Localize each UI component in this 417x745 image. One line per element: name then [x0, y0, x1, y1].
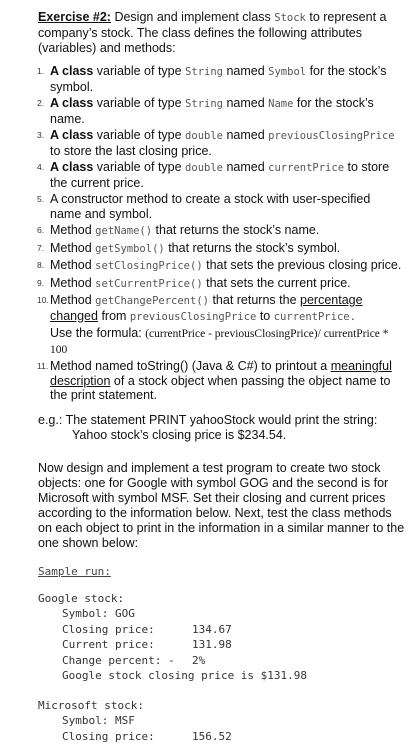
microsoft-closing-value: 156.52	[192, 730, 232, 743]
list-item-text: class	[62, 96, 93, 110]
list-item-text: percentage changed	[50, 293, 363, 323]
list-item-text: A	[50, 96, 62, 110]
list-item-text: class	[62, 128, 93, 142]
google-closing-value: 134.67	[192, 623, 232, 636]
list-item-text: currentPrice.	[274, 311, 356, 323]
list-item-text: named	[223, 64, 268, 78]
google-header: Google stock:	[38, 592, 405, 608]
microsoft-header: Microsoft stock:	[38, 699, 405, 715]
google-output	[38, 592, 405, 685]
list-item-text: from	[98, 309, 130, 323]
instructions-paragraph: Now design and implement a test program to create two stock objects: one for Google with symbol GOG and the second is for Microsoft with symbol MSF. Set their closing and current prices according to the information below. Next, test the class methods on each object to print in the information in a similar manner to the one shown below:	[38, 461, 405, 551]
microsoft-symbol: Symbol: MSF	[38, 714, 405, 730]
list-item-number: 1.	[37, 64, 44, 79]
class-name: Stock	[274, 12, 306, 24]
list-item	[38, 293, 405, 357]
list-item-text: getChangePercent()	[95, 295, 209, 307]
list-item-text: named	[223, 128, 268, 142]
google-current-value: 131.98	[192, 638, 232, 651]
list-item-text: named	[223, 96, 268, 110]
list-item-text: class	[62, 160, 93, 174]
example-line-1: e.g.: The statement PRINT yahooStock would print the string:	[38, 413, 405, 428]
list-item-text: to	[256, 309, 273, 323]
list-item	[38, 223, 405, 239]
intro-text-1: Design and implement class	[111, 10, 274, 24]
google-change-value: 2%	[192, 654, 205, 667]
list-item	[38, 258, 405, 274]
list-item-number: 3.	[37, 128, 44, 143]
list-item-text: of a stock object when passing the object name to the print statement.	[50, 374, 390, 403]
example-block	[38, 413, 405, 443]
google-current-row	[38, 638, 405, 654]
microsoft-output	[38, 699, 405, 745]
google-change-row	[38, 654, 405, 670]
list-item-text: setCurrentPrice()	[95, 278, 202, 290]
list-item-text: Method	[50, 223, 95, 237]
list-item-text: Method	[50, 258, 95, 272]
list-item-text: for the stock’s name.	[50, 96, 374, 126]
intro-text-2: to represent a company’s stock. The class defines the following attributes (variables) and methods:	[38, 10, 386, 55]
formula-label: Use the formula:	[50, 326, 145, 340]
google-change-label: Change percent: -	[62, 654, 192, 667]
sample-run-title: Sample run:	[38, 565, 405, 578]
exercise-intro	[38, 10, 405, 56]
list-item-text: setClosingPrice()	[95, 260, 202, 272]
list-item-text: that sets the previous closing price.	[203, 258, 402, 272]
list-item	[38, 359, 405, 403]
example-line-2: Yahoo stock’s closing price is $234.54.	[38, 428, 405, 443]
list-item	[38, 241, 405, 257]
google-current-label: Current price:	[62, 638, 192, 651]
requirements-list	[38, 64, 405, 403]
google-closing-label: Closing price:	[62, 623, 192, 636]
microsoft-closing-row	[38, 730, 405, 745]
list-item-text: String	[185, 98, 223, 110]
list-item-number: 10.	[37, 293, 49, 308]
list-item-text: A	[50, 64, 62, 78]
list-item-text: class	[62, 64, 93, 78]
list-item-number: 4.	[37, 160, 44, 175]
list-item-text: variable of type	[93, 96, 185, 110]
list-item-text: Method named toString() (Java & C#) to printout a	[50, 359, 331, 373]
list-item-number: 11.	[37, 359, 48, 374]
list-item	[38, 128, 405, 158]
google-closing-row	[38, 623, 405, 639]
list-item-number: 7.	[37, 241, 44, 256]
list-item-text: A	[50, 160, 62, 174]
list-item-text: for the stock’s symbol.	[50, 64, 386, 94]
list-item-number: 6.	[37, 223, 44, 238]
formula-text: (currentPrice - previousClosingPrice)/ currentPrice * 100	[50, 328, 389, 356]
list-item-text: previousClosingPrice	[130, 311, 256, 323]
list-item-text: A constructor method to create a stock with user-specified name and symbol.	[50, 192, 370, 221]
list-item-text: variable of type	[93, 160, 185, 174]
list-item-text: that returns the	[209, 293, 300, 307]
list-item	[38, 96, 405, 126]
exercise-title: Exercise #2:	[38, 10, 111, 24]
list-item-text: variable of type	[93, 128, 185, 142]
list-item-text: Name	[268, 98, 293, 110]
list-item-text: to store the last closing price.	[50, 144, 212, 158]
list-item-text: double	[185, 130, 223, 142]
list-item-text: that returns the stock’s symbol.	[165, 241, 341, 255]
list-item-text: getSymbol()	[95, 243, 165, 255]
list-item-number: 5.	[37, 192, 44, 207]
list-item	[38, 276, 405, 292]
list-item-text: that sets the current price.	[203, 276, 351, 290]
list-item-text: Method	[50, 293, 95, 307]
list-item	[38, 160, 405, 190]
list-item-text: Method	[50, 276, 95, 290]
list-item-text: currentPrice	[268, 162, 344, 174]
list-item-number: 8.	[37, 258, 44, 273]
microsoft-closing-label: Closing price:	[62, 730, 192, 743]
list-item-text: Symbol	[268, 66, 306, 78]
google-symbol: Symbol: GOG	[38, 607, 405, 623]
list-item-text: String	[185, 66, 223, 78]
list-item-text: getName()	[95, 225, 152, 237]
list-item-text: Method	[50, 241, 95, 255]
list-item-text: meaningful description	[50, 359, 392, 388]
list-item	[38, 192, 405, 221]
list-item-text: to store the current price.	[50, 160, 389, 190]
list-item-text: previousClosingPrice	[268, 130, 394, 142]
list-item-number: 2.	[37, 96, 44, 111]
list-item-text: that returns the stock’s name.	[152, 223, 319, 237]
list-item-number: 9.	[37, 276, 44, 291]
list-item-text: variable of type	[93, 64, 185, 78]
list-item-text: double	[185, 162, 223, 174]
list-item	[38, 64, 405, 94]
list-item-text: A	[50, 128, 62, 142]
list-item-text: named	[223, 160, 268, 174]
google-summary: Google stock closing price is $131.98	[38, 669, 405, 685]
formula-line	[50, 326, 405, 357]
